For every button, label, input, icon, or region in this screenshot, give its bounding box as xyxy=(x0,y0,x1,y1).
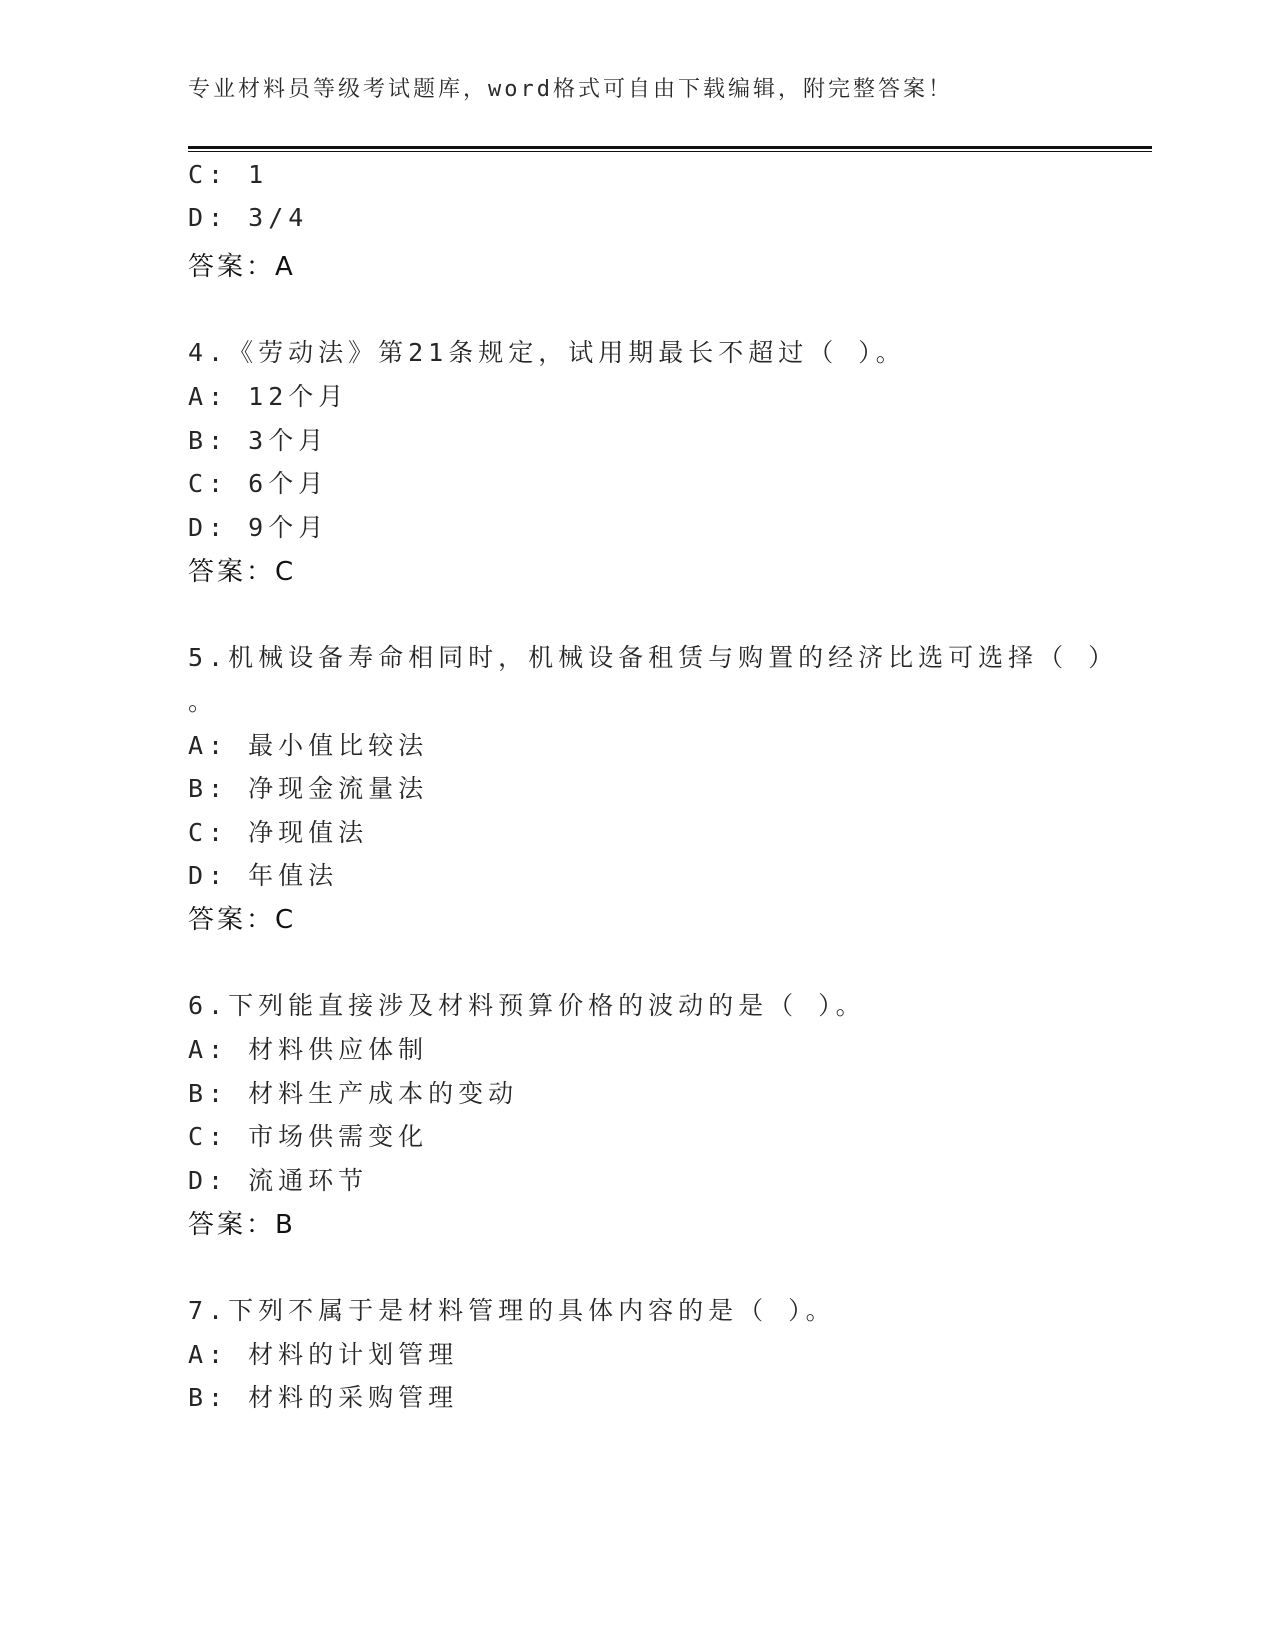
page-header: 专业材料员等级考试题库，word格式可自由下载编辑，附完整答案！ xyxy=(188,77,953,102)
q4-option-d: D: 9个月 xyxy=(188,513,329,542)
q6-option-b: B: 材料生产成本的变动 xyxy=(188,1079,519,1108)
q5-question-cont: 。 xyxy=(188,687,219,716)
q4-answer: 答案：C xyxy=(188,557,297,587)
q7-option-b: B: 材料的采购管理 xyxy=(188,1383,459,1412)
q6-option-d: D: 流通环节 xyxy=(188,1166,369,1195)
q7-question: 7.下列不属于是材料管理的具体内容的是（ ）。 xyxy=(188,1296,836,1325)
q5-answer: 答案：C xyxy=(188,905,297,935)
q5-option-b: B: 净现金流量法 xyxy=(188,774,429,803)
q4-option-a: A: 12个月 xyxy=(188,382,349,411)
q6-option-c: C: 市场供需变化 xyxy=(188,1122,429,1151)
q3-option-c: C: 1 xyxy=(188,160,269,189)
q5-option-a: A: 最小值比较法 xyxy=(188,731,429,760)
q5-option-c: C: 净现值法 xyxy=(188,818,369,847)
q3-option-d: D: 3/4 xyxy=(188,203,309,232)
q5-question: 5.机械设备寿命相同时，机械设备租赁与购置的经济比选可选择（ ） xyxy=(188,643,1119,672)
q7-option-a: A: 材料的计划管理 xyxy=(188,1340,459,1369)
q3-answer: 答案：A xyxy=(188,252,296,282)
q4-question: 4.《劳动法》第21条规定，试用期最长不超过（ ）。 xyxy=(188,338,906,367)
q5-option-d: D: 年值法 xyxy=(188,861,339,890)
header-rule-thin xyxy=(188,151,1152,152)
q4-option-b: B: 3个月 xyxy=(188,426,329,455)
q6-option-a: A: 材料供应体制 xyxy=(188,1035,429,1064)
header-rule xyxy=(188,146,1152,149)
q6-answer: 答案：B xyxy=(188,1210,296,1240)
q4-option-c: C: 6个月 xyxy=(188,469,329,498)
q6-question: 6.下列能直接涉及材料预算价格的波动的是（ ）。 xyxy=(188,991,866,1020)
